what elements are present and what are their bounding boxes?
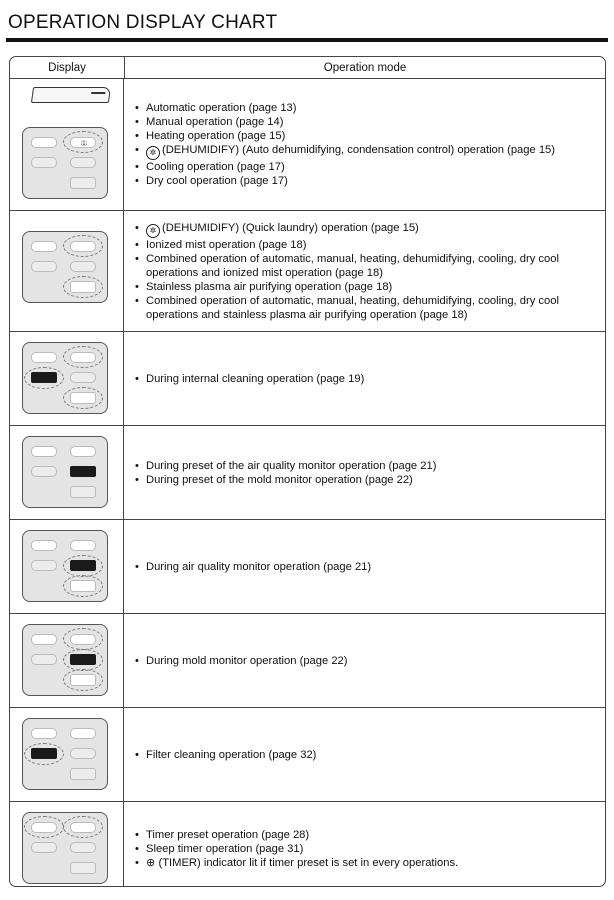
list-item: • During preset of the mold monitor operation (page 22) [135, 473, 599, 487]
list-item: • Manual operation (page 14) [135, 115, 599, 129]
monitor-lamp-icon [70, 560, 96, 571]
indicator-panel-icon [22, 624, 108, 696]
list-item: • ⊕ (TIMER) indicator lit if timer preset is set in every operations. [135, 856, 599, 870]
operation-lamp-icon [70, 137, 96, 148]
table-row [10, 614, 605, 708]
list-item: • Cooling operation (page 17) [135, 160, 599, 174]
operation-list [135, 459, 599, 487]
cleaning-lamp-icon [31, 372, 57, 383]
display-cell [10, 520, 124, 613]
timer-lamp-icon [31, 822, 57, 833]
dehumidify-icon: ✲ [146, 224, 160, 238]
list-item: • Automatic operation (page 13) [135, 101, 599, 115]
plasma-lamp-icon [70, 177, 96, 189]
operation-list [135, 372, 599, 386]
list-item: • During preset of the air quality monitor operation (page 21) [135, 459, 599, 473]
indicator-panel-icon [22, 812, 108, 884]
operation-display-table [9, 56, 606, 887]
operation-list [135, 828, 599, 870]
timer-icon: ⊕ [146, 856, 156, 869]
page-title: OPERATION DISPLAY CHART [8, 12, 278, 33]
list-item: • Filter cleaning operation (page 32) [135, 748, 599, 762]
list-item: • ✲ (DEHUMIDIFY) (Auto dehumidifying, condensation control) operation (page 15) [135, 143, 599, 160]
dehumidify-icon: ✲ [146, 146, 160, 160]
table-row [10, 520, 605, 614]
operation-list [135, 221, 599, 322]
filter-lamp-icon [31, 748, 57, 759]
table-header [10, 57, 605, 79]
timer-lamp-icon [31, 137, 57, 148]
display-cell [10, 79, 124, 210]
table-row [10, 79, 605, 211]
indicator-panel-icon [22, 530, 108, 602]
operation-list [135, 560, 599, 574]
indicator-panel-icon [22, 127, 108, 199]
monitor-lamp-icon [70, 654, 96, 665]
indicator-panel-icon [22, 231, 108, 303]
list-item: • Timer preset operation (page 28) [135, 828, 599, 842]
list-item: • Heating operation (page 15) [135, 129, 599, 143]
list-item: • Combined operation of automatic, manual, heating, dehumidifying, cooling, dry cool operations and stainless plasma air purifying operation (page 18) [135, 294, 599, 322]
title-rule [6, 38, 608, 42]
monitor-lamp-icon [70, 466, 96, 477]
lamp-off-icon [31, 157, 57, 168]
list-item: • Ionized mist operation (page 18) [135, 238, 599, 252]
operation-mode-column-header: Operation mode [323, 61, 407, 74]
list-item: • Combined operation of automatic, manual, heating, dehumidifying, cooling, dry cool operations and ionized mist operation (page 18) [135, 252, 599, 280]
indicator-panel-icon [22, 342, 108, 414]
display-column-header: Display [10, 57, 125, 78]
power-icon: ① [80, 139, 88, 148]
list-item: • During mold monitor operation (page 22) [135, 654, 599, 668]
indicator-panel-icon [22, 718, 108, 790]
table-row [10, 211, 605, 332]
lamp-off-icon [70, 157, 96, 168]
operation-list [135, 654, 599, 668]
indicator-panel-icon [22, 436, 108, 508]
plasma-lamp-icon [70, 281, 96, 293]
list-item: • ✲ (DEHUMIDIFY) (Quick laundry) operation (page 15) [135, 221, 599, 238]
list-item: • Stainless plasma air purifying operation (page 18) [135, 280, 599, 294]
display-cell [10, 211, 124, 331]
operation-list [135, 748, 599, 762]
display-cell [10, 614, 124, 707]
list-item: • Dry cool operation (page 17) [135, 174, 599, 188]
table-row [10, 426, 605, 520]
table-row [10, 802, 605, 887]
list-item: • During air quality monitor operation (page 21) [135, 560, 599, 574]
air-conditioner-unit-icon [31, 87, 111, 103]
list-item: • Sleep timer operation (page 31) [135, 842, 599, 856]
display-cell [10, 426, 124, 519]
operation-list [135, 101, 599, 188]
list-item: • During internal cleaning operation (page 19) [135, 372, 599, 386]
display-cell [10, 802, 124, 887]
table-row [10, 708, 605, 802]
display-cell [10, 708, 124, 801]
display-cell [10, 332, 124, 425]
table-row [10, 332, 605, 426]
